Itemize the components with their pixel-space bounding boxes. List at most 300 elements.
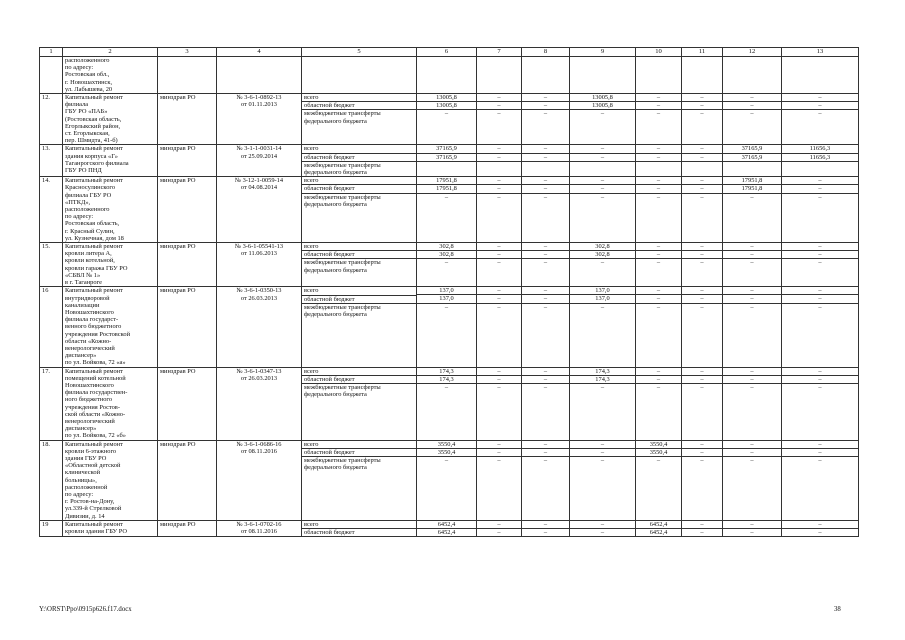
name-line: ул. Лабышева, 20 bbox=[65, 85, 113, 93]
value: – bbox=[497, 456, 501, 464]
header-cell: 7 bbox=[477, 48, 522, 57]
value: – bbox=[543, 259, 548, 267]
value: – bbox=[477, 441, 521, 449]
value: – bbox=[522, 251, 569, 259]
value: – bbox=[477, 449, 521, 457]
value-cell bbox=[570, 243, 636, 287]
organization: минздрав РО bbox=[158, 243, 217, 287]
table-row bbox=[40, 177, 859, 243]
value-cell bbox=[570, 177, 636, 243]
value-cell bbox=[477, 243, 522, 287]
value-cell bbox=[682, 94, 723, 145]
value-cell bbox=[782, 94, 859, 145]
value: – bbox=[782, 441, 858, 449]
row-number: 15. bbox=[40, 243, 63, 287]
table-row bbox=[40, 367, 859, 440]
value-cell bbox=[477, 94, 522, 145]
header-cell: 11 bbox=[682, 48, 723, 57]
object-name bbox=[63, 520, 158, 536]
value: – bbox=[636, 145, 681, 153]
name-line: «Областной детской bbox=[65, 462, 121, 470]
value-cell bbox=[522, 243, 570, 287]
value-cell bbox=[522, 520, 570, 536]
funding-line: областной бюджет bbox=[302, 251, 416, 259]
name-line: Красносулинского bbox=[65, 184, 116, 192]
value-cell bbox=[477, 440, 522, 520]
value-cell bbox=[782, 287, 859, 367]
value: – bbox=[700, 303, 704, 311]
doc-line: № 3-1-1-0031-14 bbox=[236, 145, 282, 153]
value: – bbox=[477, 251, 521, 259]
name-line: учреждения Ростовской bbox=[65, 330, 131, 338]
funding-line: всего bbox=[302, 177, 416, 185]
name-line: ул. Кузнечная, дом 18 bbox=[65, 234, 124, 242]
header-cell: 6 bbox=[417, 48, 477, 57]
header-cell: 3 bbox=[158, 48, 217, 57]
header-cell: 4 bbox=[217, 48, 302, 57]
name-line: кровли гаража ГБУ РО bbox=[65, 264, 128, 272]
value: – bbox=[750, 383, 754, 391]
value-cell bbox=[636, 177, 682, 243]
value-cell bbox=[522, 367, 570, 440]
document-ref bbox=[217, 367, 302, 440]
value: 11656,3 bbox=[782, 145, 858, 153]
document-table bbox=[39, 47, 858, 537]
value: 3550,4 bbox=[417, 441, 476, 449]
table-row bbox=[40, 243, 859, 287]
document-ref bbox=[217, 145, 302, 177]
value: – bbox=[723, 287, 781, 295]
value-cell bbox=[782, 520, 859, 536]
funding-line: всего bbox=[302, 287, 416, 295]
name-line: Капитальный ремонт bbox=[65, 145, 123, 153]
value: – bbox=[818, 383, 822, 391]
value: – bbox=[782, 287, 858, 295]
name-line: г. Ростов-на-Дону, bbox=[65, 498, 115, 506]
value bbox=[638, 162, 679, 169]
value: – bbox=[818, 456, 822, 464]
value: – bbox=[636, 376, 681, 384]
value: – bbox=[477, 376, 521, 384]
page-number: 38 bbox=[834, 606, 841, 613]
value: – bbox=[682, 154, 722, 162]
value: 6452,4 bbox=[437, 528, 456, 536]
row-number: 14. bbox=[40, 177, 63, 243]
name-line: Таганрогского филиала bbox=[65, 159, 129, 167]
value: – bbox=[782, 295, 858, 303]
value-cell bbox=[477, 287, 522, 367]
name-line: Капитальный ремонт bbox=[65, 94, 123, 102]
row-number: 18. bbox=[40, 440, 63, 520]
doc-line: от 01.11.2013 bbox=[240, 101, 278, 109]
doc-line: от 25.09.2014 bbox=[240, 152, 278, 160]
funding-source bbox=[302, 287, 417, 367]
object-name bbox=[63, 94, 158, 145]
value: – bbox=[522, 287, 569, 295]
value-cell bbox=[477, 177, 522, 243]
name-line: ГБУ РО «ПАБ» bbox=[65, 108, 108, 116]
object-name bbox=[63, 367, 158, 440]
value: – bbox=[522, 102, 569, 110]
value-cell bbox=[522, 145, 570, 177]
value-cell bbox=[723, 367, 782, 440]
value: – bbox=[636, 295, 681, 303]
value-cell bbox=[682, 177, 723, 243]
value-cell bbox=[723, 243, 782, 287]
value: – bbox=[750, 110, 754, 118]
value bbox=[572, 162, 633, 169]
doc-line: от 26.03.2013 bbox=[240, 374, 278, 382]
value: – bbox=[570, 154, 635, 162]
doc-line: № 3-12-1-0059-14 bbox=[234, 177, 284, 185]
value: – bbox=[543, 456, 548, 464]
value bbox=[419, 162, 474, 169]
name-line: по адресу: bbox=[65, 490, 94, 498]
value: – bbox=[656, 303, 661, 311]
funding-line: межбюджетные трансферты федерального бюджета bbox=[304, 259, 381, 274]
value-cell bbox=[570, 94, 636, 145]
value: – bbox=[477, 177, 521, 185]
funding-line: всего bbox=[302, 94, 416, 102]
value-cell bbox=[570, 440, 636, 520]
value-cell bbox=[782, 367, 859, 440]
value: – bbox=[522, 376, 569, 384]
value: 6452,4 bbox=[417, 521, 476, 529]
funding-line: областной бюджет bbox=[304, 529, 355, 536]
cell bbox=[782, 57, 859, 94]
value: – bbox=[543, 110, 548, 118]
name-line: учреждения Ростов- bbox=[65, 403, 120, 411]
value: – bbox=[522, 441, 569, 449]
name-line: пер. Шмидта, 41-б) bbox=[65, 137, 118, 145]
value-cell bbox=[682, 243, 723, 287]
value-cell bbox=[682, 367, 723, 440]
value-cell bbox=[782, 177, 859, 243]
value: 17951,8 bbox=[723, 185, 781, 193]
cell bbox=[417, 57, 477, 94]
value-cell bbox=[477, 367, 522, 440]
name-line: помещений котельной bbox=[65, 374, 126, 382]
row-number: 16 bbox=[40, 287, 63, 367]
funding-source bbox=[302, 145, 417, 177]
value-cell bbox=[682, 520, 723, 536]
value: – bbox=[444, 110, 449, 118]
value: – bbox=[497, 259, 501, 267]
value: – bbox=[600, 303, 605, 311]
value: – bbox=[723, 94, 781, 102]
value: 17951,8 bbox=[417, 185, 476, 193]
name-line: ного бюджетного bbox=[65, 396, 113, 404]
name-line: кровли котельной, bbox=[65, 257, 115, 265]
value: – bbox=[700, 456, 704, 464]
value: – bbox=[682, 521, 722, 529]
value-cell bbox=[636, 243, 682, 287]
value: 13005,8 bbox=[570, 94, 635, 102]
doc-line: № 3-6-1-0686-16 bbox=[236, 440, 282, 448]
header-cell: 9 bbox=[570, 48, 636, 57]
value: – bbox=[477, 287, 521, 295]
value-cell bbox=[417, 243, 477, 287]
value: – bbox=[477, 154, 521, 162]
name-line: внутридворовой bbox=[65, 294, 110, 302]
name-line: по ул. Войкова, 72 «а» bbox=[65, 359, 126, 367]
value: 302,8 bbox=[570, 251, 635, 259]
name-line: клинической bbox=[65, 469, 100, 477]
document-ref bbox=[217, 94, 302, 145]
value: – bbox=[818, 259, 822, 267]
value: – bbox=[682, 185, 722, 193]
cell bbox=[217, 57, 302, 94]
value: 302,8 bbox=[417, 243, 476, 251]
value: – bbox=[700, 110, 704, 118]
value-cell bbox=[417, 145, 477, 177]
value: – bbox=[700, 193, 704, 201]
header-cell: 10 bbox=[636, 48, 682, 57]
name-line: Егорлыкский район, bbox=[65, 122, 121, 130]
value: – bbox=[600, 383, 605, 391]
value-cell bbox=[636, 440, 682, 520]
value-cell bbox=[477, 520, 522, 536]
value: – bbox=[750, 303, 754, 311]
value: 137,0 bbox=[570, 287, 635, 295]
value: – bbox=[477, 145, 521, 153]
name-line: здания корпуса «Г» bbox=[65, 152, 118, 160]
header-cell: 13 bbox=[782, 48, 859, 57]
value: – bbox=[600, 193, 605, 201]
name-line: по адресу: bbox=[65, 213, 94, 221]
name-line: филиала bbox=[65, 101, 89, 109]
value: – bbox=[782, 521, 858, 529]
object-name bbox=[63, 440, 158, 520]
value bbox=[725, 162, 779, 169]
value: – bbox=[636, 368, 681, 376]
value: – bbox=[682, 295, 722, 303]
funding-line: всего bbox=[302, 145, 416, 153]
document-ref bbox=[217, 520, 302, 536]
value: 17951,8 bbox=[417, 177, 476, 185]
object-name bbox=[63, 57, 158, 94]
value: – bbox=[723, 449, 781, 457]
doc-line: № 3-6-1-05541-13 bbox=[234, 243, 284, 251]
value: – bbox=[497, 528, 501, 536]
value-cell bbox=[636, 367, 682, 440]
value: – bbox=[444, 383, 449, 391]
name-line: канализации bbox=[65, 301, 100, 309]
funding-source bbox=[302, 367, 417, 440]
value: 3550,4 bbox=[636, 441, 681, 449]
name-line: ГБУ РО ПНД bbox=[65, 167, 102, 175]
name-line: кровли 6-этажного bbox=[65, 447, 117, 455]
funding-line: межбюджетные трансферты федерального бюджета bbox=[304, 110, 381, 125]
value bbox=[684, 162, 720, 169]
value: – bbox=[444, 303, 449, 311]
value: 6452,4 bbox=[649, 528, 668, 536]
funding-line: межбюджетные трансферты федерального бюджета bbox=[304, 303, 381, 318]
value: 37165,9 bbox=[417, 154, 476, 162]
value: – bbox=[656, 456, 661, 464]
funding-line: межбюджетные трансферты федерального бюджета bbox=[304, 456, 381, 472]
value: 6452,4 bbox=[636, 521, 681, 529]
doc-line: от 26.03.2013 bbox=[240, 294, 278, 302]
funding-source bbox=[302, 177, 417, 243]
cell bbox=[477, 57, 522, 94]
name-line: венерологический bbox=[65, 417, 115, 425]
value-cell bbox=[417, 287, 477, 367]
value: – bbox=[636, 243, 681, 251]
value: 302,8 bbox=[570, 243, 635, 251]
value: 37165,9 bbox=[723, 145, 781, 153]
value-cell bbox=[682, 287, 723, 367]
value: – bbox=[570, 521, 635, 529]
value-cell bbox=[522, 177, 570, 243]
value: – bbox=[682, 441, 722, 449]
value: 137,0 bbox=[417, 295, 476, 303]
value: – bbox=[570, 177, 635, 185]
name-line: венного бюджетного bbox=[65, 323, 122, 331]
value: – bbox=[723, 243, 781, 251]
value-cell bbox=[782, 145, 859, 177]
value-cell bbox=[417, 367, 477, 440]
value-cell bbox=[636, 520, 682, 536]
doc-line: от 08.11.2016 bbox=[240, 528, 278, 535]
value: 13005,8 bbox=[417, 94, 476, 102]
value: – bbox=[522, 154, 569, 162]
name-line: ул.339-й Стрелковой bbox=[65, 505, 122, 513]
organization: минздрав РО bbox=[158, 94, 217, 145]
value: – bbox=[570, 441, 635, 449]
value: – bbox=[682, 145, 722, 153]
name-line: Капитальный ремонт bbox=[65, 520, 123, 528]
value: – bbox=[700, 528, 704, 536]
funding-line: областной бюджет bbox=[302, 154, 416, 162]
value: – bbox=[444, 193, 449, 201]
name-line: здания ГБУ РО bbox=[65, 454, 107, 462]
funding-source bbox=[302, 440, 417, 520]
cell bbox=[723, 57, 782, 94]
header-cell: 1 bbox=[40, 48, 63, 57]
value: – bbox=[782, 102, 858, 110]
value-cell bbox=[723, 520, 782, 536]
value: – bbox=[543, 383, 548, 391]
value: – bbox=[522, 185, 569, 193]
header-cell: 8 bbox=[522, 48, 570, 57]
value: – bbox=[543, 303, 548, 311]
name-line: расположенного bbox=[65, 57, 110, 64]
document-ref bbox=[217, 440, 302, 520]
name-line: диспансер» bbox=[65, 352, 97, 360]
funding-line: областной бюджет bbox=[302, 376, 416, 384]
name-line: больницы», bbox=[65, 476, 97, 484]
value: – bbox=[782, 251, 858, 259]
funding-line: областной бюджет bbox=[302, 102, 416, 110]
name-line: Новошахтинского bbox=[65, 381, 114, 389]
table-row bbox=[40, 440, 859, 520]
value-cell bbox=[723, 287, 782, 367]
value: – bbox=[600, 110, 605, 118]
value-cell bbox=[636, 145, 682, 177]
value: 302,8 bbox=[417, 251, 476, 259]
value: 37165,9 bbox=[723, 154, 781, 162]
name-line: в г. Таганроге bbox=[65, 279, 102, 287]
value: – bbox=[782, 368, 858, 376]
name-line: по адресу: bbox=[65, 64, 94, 72]
value-cell bbox=[417, 177, 477, 243]
table-row bbox=[40, 145, 859, 177]
value-cell bbox=[570, 367, 636, 440]
name-line: Капитальный ремонт bbox=[65, 243, 123, 251]
funding-line: межбюджетные трансферты федерального бюджета bbox=[304, 383, 381, 399]
value: – bbox=[600, 456, 605, 464]
value-cell bbox=[570, 287, 636, 367]
value: – bbox=[522, 521, 569, 529]
value: – bbox=[636, 287, 681, 295]
table-body bbox=[40, 48, 859, 537]
value-cell bbox=[782, 243, 859, 287]
value-cell bbox=[682, 440, 723, 520]
value: – bbox=[570, 145, 635, 153]
value: 174,3 bbox=[417, 368, 476, 376]
organization: минздрав РО bbox=[158, 145, 217, 177]
value: – bbox=[782, 376, 858, 384]
name-line: ской области «Кожно- bbox=[65, 410, 126, 418]
document-ref bbox=[217, 177, 302, 243]
funding-line: областной бюджет bbox=[302, 449, 416, 457]
value: – bbox=[782, 243, 858, 251]
value: – bbox=[723, 521, 781, 529]
value: 17951,8 bbox=[723, 177, 781, 185]
value: 174,3 bbox=[570, 376, 635, 384]
row-number: 13. bbox=[40, 145, 63, 177]
value: – bbox=[636, 177, 681, 185]
funding-line: всего bbox=[302, 441, 416, 449]
doc-line: от 04.08.2014 bbox=[240, 184, 278, 192]
value: – bbox=[700, 259, 704, 267]
cell bbox=[158, 57, 217, 94]
value: – bbox=[723, 251, 781, 259]
value-cell bbox=[723, 440, 782, 520]
funding-source bbox=[302, 243, 417, 287]
value: – bbox=[477, 243, 521, 251]
value: – bbox=[682, 177, 722, 185]
value: – bbox=[477, 185, 521, 193]
value: – bbox=[723, 368, 781, 376]
name-line: филиала государст- bbox=[65, 316, 119, 324]
value: – bbox=[570, 185, 635, 193]
row-number: 12. bbox=[40, 94, 63, 145]
value bbox=[784, 162, 856, 169]
doc-line: от 11.06.2013 bbox=[240, 250, 278, 258]
value: – bbox=[636, 185, 681, 193]
row-number: 19 bbox=[40, 520, 63, 536]
organization: минздрав РО bbox=[158, 287, 217, 367]
doc-line: № 3-6-1-0347-13 bbox=[236, 367, 282, 375]
value: – bbox=[522, 145, 569, 153]
doc-line: № 3-6-1-0350-13 bbox=[236, 287, 282, 295]
value: – bbox=[723, 295, 781, 303]
value-cell bbox=[522, 94, 570, 145]
name-line: «СБВЛ № 1» bbox=[65, 271, 101, 279]
row-number bbox=[40, 57, 63, 94]
value bbox=[479, 162, 519, 169]
value-cell bbox=[417, 440, 477, 520]
value: – bbox=[477, 521, 521, 529]
value-cell bbox=[522, 440, 570, 520]
value: 11656,3 bbox=[782, 154, 858, 162]
object-name bbox=[63, 243, 158, 287]
value: – bbox=[750, 193, 754, 201]
value: – bbox=[782, 94, 858, 102]
object-name bbox=[63, 145, 158, 177]
